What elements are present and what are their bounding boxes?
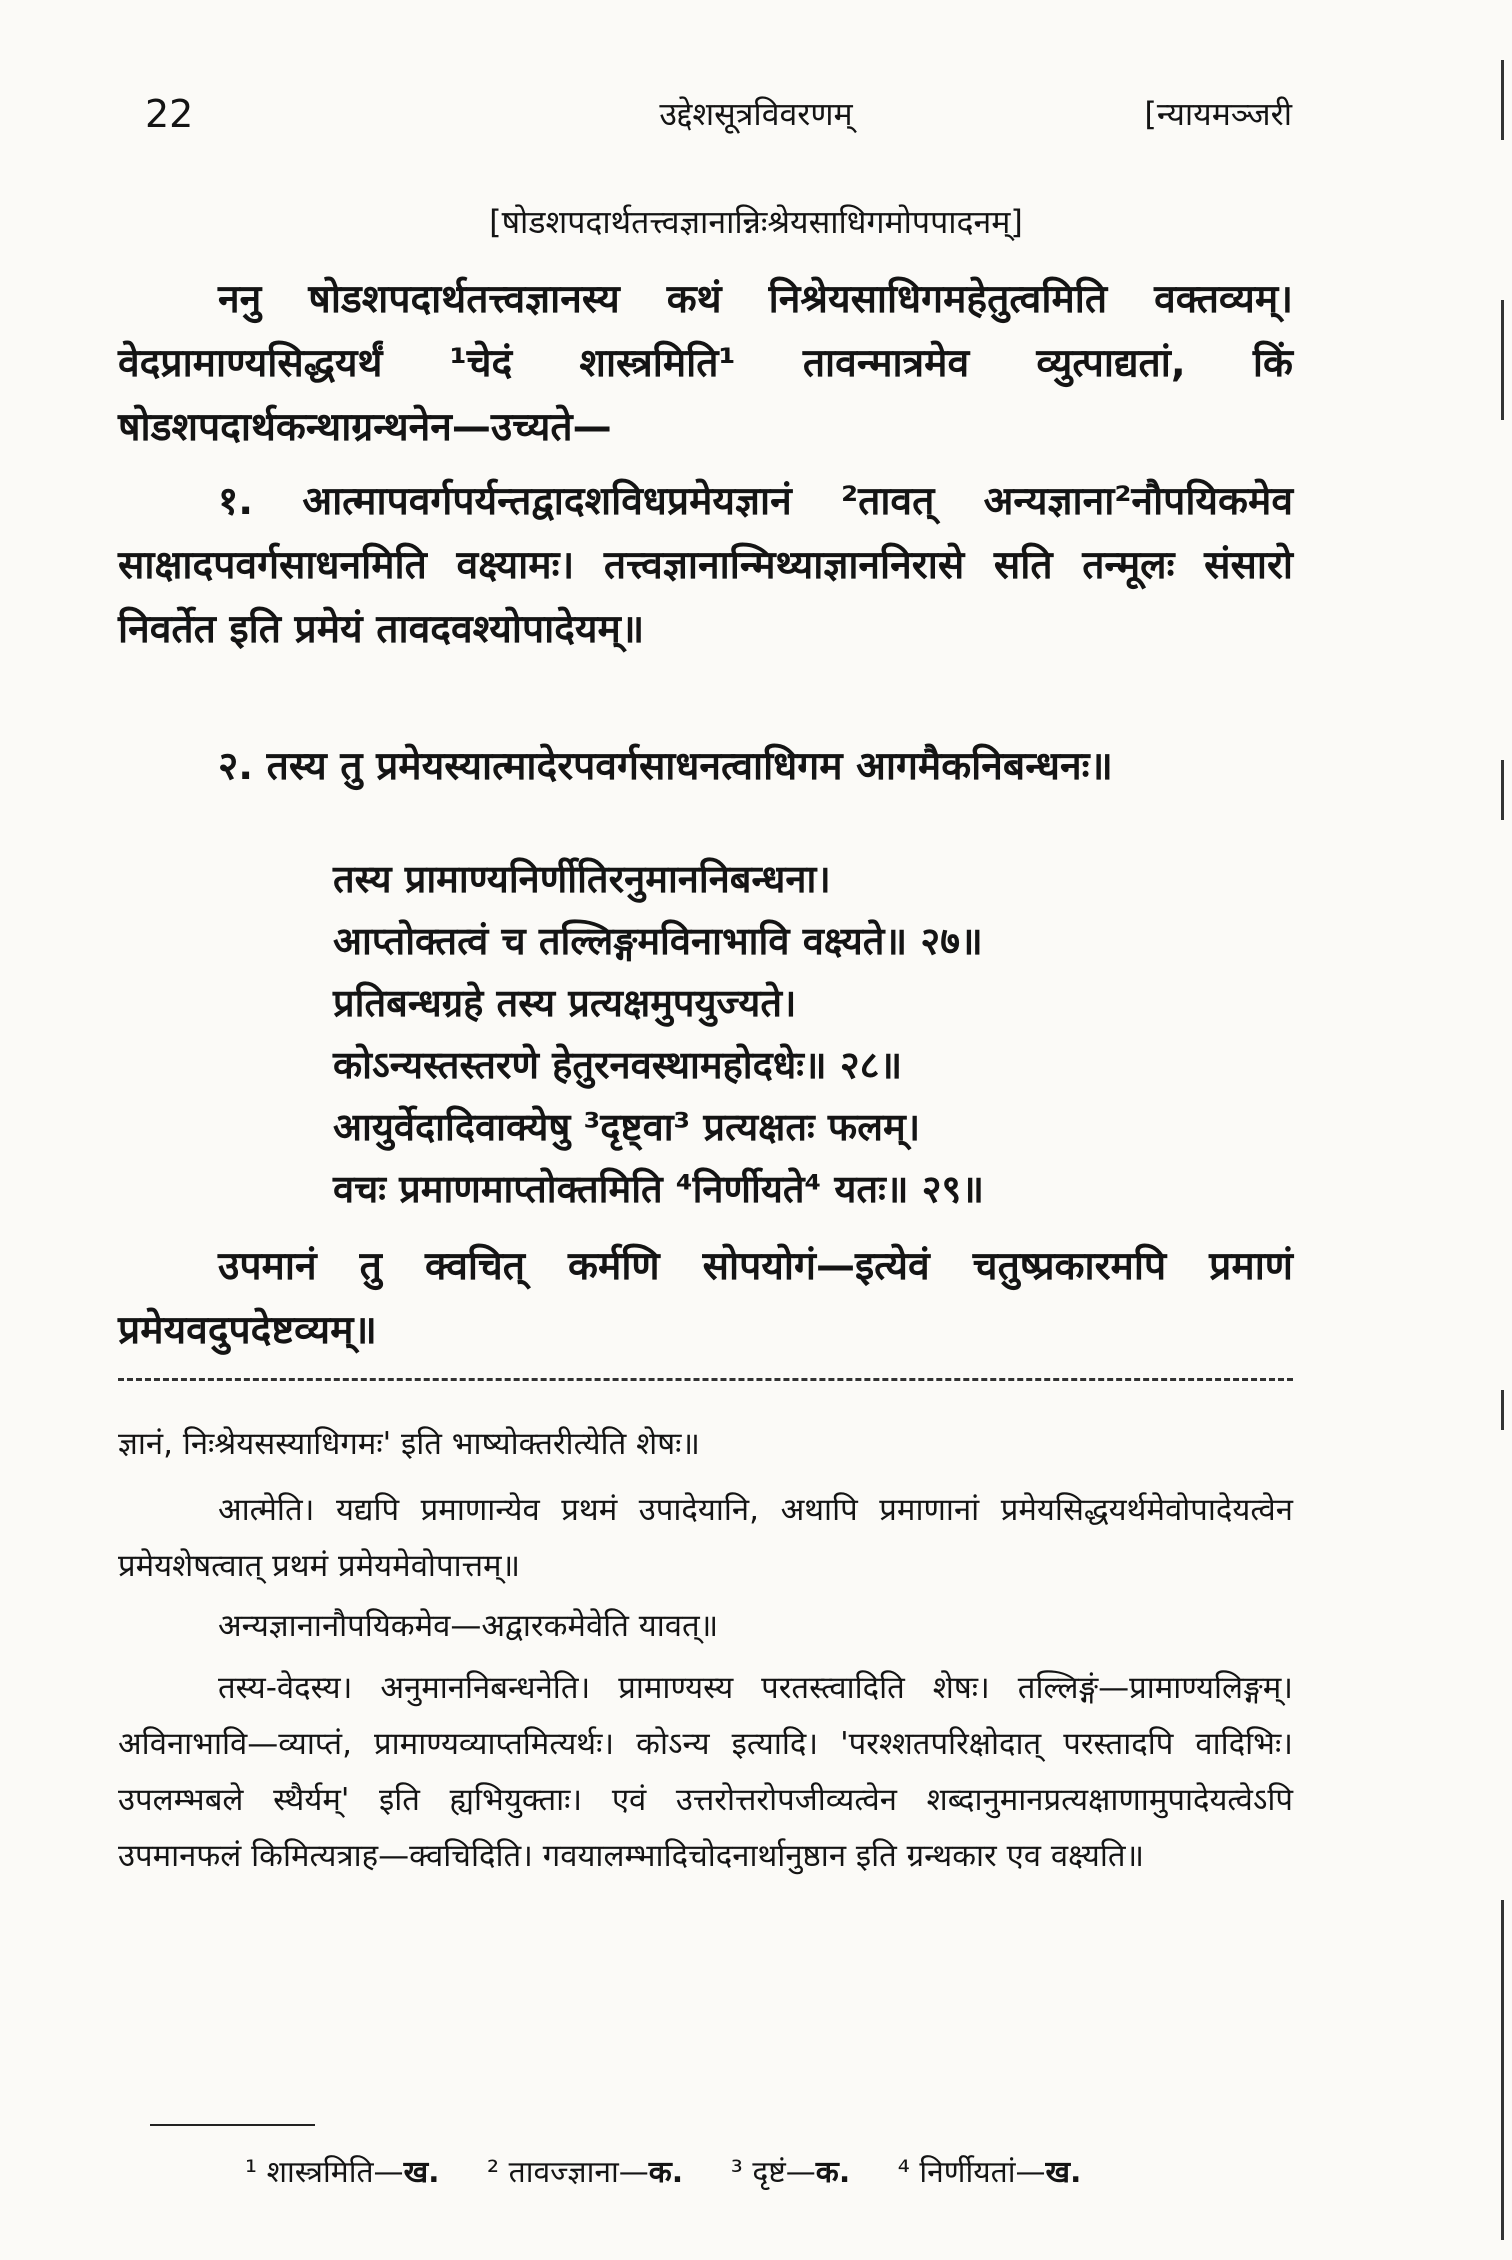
section-heading: [षोडशपदार्थतत्त्वज्ञानान्निःश्रेयसाधिगमोपपादनम्] (489, 203, 1023, 241)
commentary-text: अन्यज्ञानानौपयिकमेव—अद्वारकमेवेति यावत्॥ (218, 1608, 719, 1644)
verse-line: कोऽन्यस्तस्तरणे हेतुरनवस्थामहोदधेः॥ २८॥ (333, 1043, 903, 1087)
footnotes (245, 2150, 1119, 2191)
running-title: उद्देशसूत्रविवरणम् (659, 95, 853, 133)
paragraph-text: १. आत्मापवर्गपर्यन्तद्वादशविधप्रमेयज्ञानं ²तावत् अन्यज्ञाना²नौपयिकमेव साक्षादपवर्गसाधनमिति वक्ष्यामः। तत्त्वज्ञानान्मिथ्याज्ञाननिरासे सति तन्मूलः संसारो निवर्तेत इति प्रमेयं तावदवश्योपादेयम्॥ (118, 479, 1293, 652)
verse-line: आप्तोक्तत्वं च तल्लिङ्गमविनाभावि वक्ष्यते॥ २७॥ (333, 919, 983, 963)
paragraph-text: २. तस्य तु प्रमेयस्यात्मादेरपवर्गसाधनत्वाधिगम आगमैकनिबन्धनः॥ (218, 744, 1113, 789)
verse-line: वचः प्रमाणमाप्तोक्तमिति ⁴निर्णीयते⁴ यतः॥ २९॥ (333, 1167, 985, 1211)
commentary-divider (118, 1378, 1293, 1381)
commentary-paragraph-1 (118, 1416, 1293, 1472)
footnote: ² तावज्ज्ञाना—क. (487, 2155, 684, 2190)
scan-edge-mark (1501, 1390, 1504, 1430)
scan-edge-mark (1501, 300, 1504, 420)
main-text-paragraph-2 (118, 470, 1293, 662)
paragraph-text: उपमानं तु क्वचित् कर्मणि सोपयोगं—इत्येवं चतुष्प्रकारमपि प्रमाणं प्रमेयवदुपदेष्टव्यम्॥ (118, 1244, 1293, 1353)
commentary-text: आत्मेति। यद्यपि प्रमाणान्येव प्रथमं उपादेयानि, अथापि प्रमाणानां प्रमेयसिद्धयर्थमेवोपादेयत्वेन प्रमेयशेषत्वात् प्रथमं प्रमेयमेवोपात्तम्॥ (118, 1492, 1293, 1584)
footnote: ⁴ निर्णीयतां—ख. (897, 2155, 1082, 2190)
paragraph-text: ननु षोडशपदार्थतत्त्वज्ञानस्य कथं निश्रेयसाधिगमहेतुत्वमिति वक्तव्यम्। वेदप्रामाण्यसिद्धयर्थं ¹चेदं शास्त्रमिति¹ तावन्मात्रमेव व्युत्पाद्यतां, किं षोडशपदार्थकन्थाग्रन्थनेन—उच्यते— (118, 277, 1293, 450)
main-text-paragraph-3 (118, 735, 1293, 799)
commentary-text: ज्ञानं, निःश्रेयसस्याधिगमः' इति भाष्योक्तरीत्येति शेषः॥ (118, 1426, 700, 1462)
scan-edge-mark (1501, 60, 1504, 140)
verse-line: आयुर्वेदादिवाक्येषु ³दृष्ट्वा³ प्रत्यक्षतः फलम्। (333, 1105, 921, 1149)
verse-line: तस्य प्रामाण्यनिर्णीतिरनुमाननिबन्धना। (333, 857, 831, 901)
commentary-paragraph-2 (118, 1482, 1293, 1594)
main-text-paragraph-4 (118, 1235, 1293, 1363)
scan-edge-mark (1501, 1900, 1504, 2240)
commentary-text: तस्य-वेदस्य। अनुमाननिबन्धनेति। प्रामाण्यस्य परतस्त्वादिति शेषः। तल्लिङ्गं—प्रामाण्यलिङ्गम्। अविनाभावि—व्याप्तं, प्रामाण्यव्याप्तमित्यर्थः। कोऽन्य इत्यादि। 'परश्शतपरिक्षोदात् परस्तादपि वादिभिः। उपलम्भबले स्थैर्यम्' इति ह्यभियुक्ताः। एवं उत्तरोत्तरोपजीव्यत्वेन शब्दानुमानप्रत्यक्षाणामुपादेयत्वेऽपि उपमानफलं किमित्यत्राह—क्वचिदिति। गवयालम्भादिचोदनार्थानुष्ठान इति ग्रन्थकार एव वक्ष्यति॥ (118, 1670, 1293, 1874)
footnote: ³ दृष्टं—क. (730, 2155, 851, 2190)
commentary-paragraph-3 (118, 1598, 1293, 1654)
footnote-rule (150, 2124, 315, 2126)
main-text-paragraph-1 (118, 268, 1293, 460)
verse-line: प्रतिबन्धग्रहे तस्य प्रत्यक्षमुपयुज्यते। (333, 981, 797, 1025)
verse-block (333, 848, 984, 1220)
footnote: ¹ शास्त्रमिति—ख. (245, 2155, 440, 2190)
scan-edge-mark (1501, 760, 1504, 820)
book-title: [न्यायमञ्जरी (1144, 95, 1292, 133)
page-number: 22 (145, 92, 194, 136)
commentary-paragraph-4 (118, 1660, 1293, 1884)
